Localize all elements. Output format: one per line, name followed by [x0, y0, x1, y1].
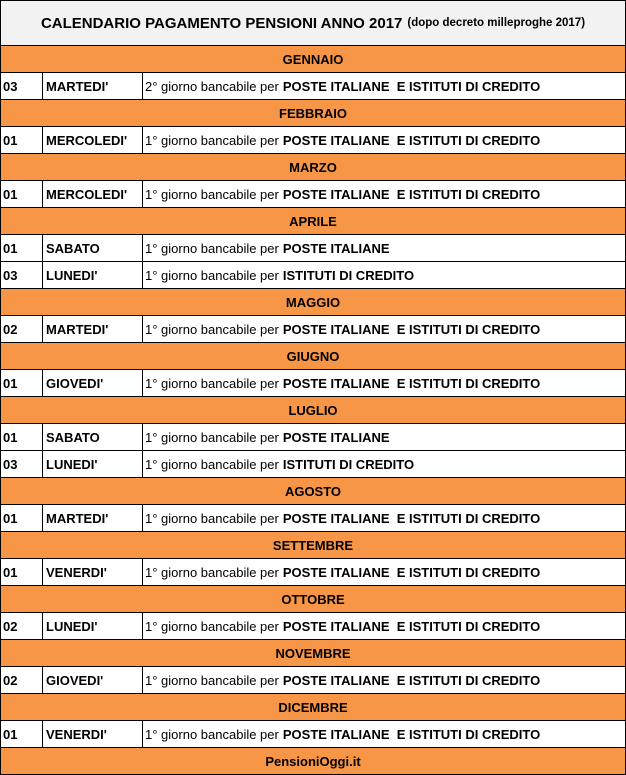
weekday-cell: MERCOLEDI': [43, 127, 143, 153]
payment-row: [1, 262, 625, 289]
description-recipient: POSTE ITALIANE E ISTITUTI DI CREDITO: [282, 618, 541, 634]
payment-row: [1, 559, 625, 586]
description-cell: [143, 127, 625, 153]
day-cell: 01: [1, 505, 43, 531]
description-cell: [143, 667, 625, 693]
month-header: MAGGIO: [1, 289, 625, 316]
description-lead: 1° giorno bancabile per: [145, 672, 279, 688]
description-lead: 1° giorno bancabile per: [145, 321, 279, 337]
description-lead: 1° giorno bancabile per: [145, 510, 279, 526]
description-recipient: POSTE ITALIANE E ISTITUTI DI CREDITO: [282, 186, 541, 202]
description-lead: 1° giorno bancabile per: [145, 618, 279, 634]
month-header: OTTOBRE: [1, 586, 625, 613]
description-lead: 1° giorno bancabile per: [145, 186, 279, 202]
day-cell: 02: [1, 316, 43, 342]
month-header: MARZO: [1, 154, 625, 181]
description-cell: [143, 181, 625, 207]
day-cell: 01: [1, 559, 43, 585]
description-cell: [143, 451, 625, 477]
weekday-cell: SABATO: [43, 235, 143, 261]
description-cell: [143, 73, 625, 99]
description-recipient: POSTE ITALIANE: [282, 429, 390, 445]
payment-row: [1, 721, 625, 748]
footer-source: PensioniOggi.it: [1, 748, 625, 775]
weekday-cell: LUNEDI': [43, 451, 143, 477]
description-lead: 1° giorno bancabile per: [145, 564, 279, 580]
description-lead: 1° giorno bancabile per: [145, 429, 279, 445]
description-recipient: ISTITUTI DI CREDITO: [282, 267, 415, 283]
day-cell: 01: [1, 721, 43, 747]
month-header: DICEMBRE: [1, 694, 625, 721]
description-recipient: POSTE ITALIANE E ISTITUTI DI CREDITO: [282, 132, 541, 148]
payment-row: [1, 505, 625, 532]
weekday-cell: VENERDI': [43, 721, 143, 747]
description-recipient: POSTE ITALIANE E ISTITUTI DI CREDITO: [282, 78, 541, 94]
payment-row: [1, 424, 625, 451]
description-recipient: POSTE ITALIANE E ISTITUTI DI CREDITO: [282, 672, 541, 688]
description-lead: 1° giorno bancabile per: [145, 726, 279, 742]
description-cell: [143, 559, 625, 585]
description-cell: [143, 370, 625, 396]
payment-row: [1, 316, 625, 343]
day-cell: 02: [1, 667, 43, 693]
payment-row: [1, 667, 625, 694]
description-lead: 2° giorno bancabile per: [145, 78, 279, 94]
month-header: GIUGNO: [1, 343, 625, 370]
description-cell: [143, 262, 625, 288]
description-lead: 1° giorno bancabile per: [145, 240, 279, 256]
weekday-cell: MARTEDI': [43, 505, 143, 531]
weekday-cell: VENERDI': [43, 559, 143, 585]
description-lead: 1° giorno bancabile per: [145, 375, 279, 391]
weekday-cell: GIOVEDI': [43, 667, 143, 693]
description-recipient: POSTE ITALIANE E ISTITUTI DI CREDITO: [282, 564, 541, 580]
description-recipient: POSTE ITALIANE E ISTITUTI DI CREDITO: [282, 375, 541, 391]
payment-row: [1, 613, 625, 640]
description-recipient: POSTE ITALIANE: [282, 240, 390, 256]
description-recipient: POSTE ITALIANE E ISTITUTI DI CREDITO: [282, 321, 541, 337]
weekday-cell: LUNEDI': [43, 262, 143, 288]
description-cell: [143, 721, 625, 747]
description-recipient: POSTE ITALIANE E ISTITUTI DI CREDITO: [282, 510, 541, 526]
day-cell: 03: [1, 451, 43, 477]
payment-row: [1, 235, 625, 262]
month-header: LUGLIO: [1, 397, 625, 424]
description-lead: 1° giorno bancabile per: [145, 456, 279, 472]
month-header: SETTEMBRE: [1, 532, 625, 559]
payment-row: [1, 451, 625, 478]
day-cell: 02: [1, 613, 43, 639]
day-cell: 03: [1, 73, 43, 99]
payment-row: [1, 73, 625, 100]
month-header: GENNAIO: [1, 46, 625, 73]
description-cell: [143, 316, 625, 342]
weekday-cell: MARTEDI': [43, 316, 143, 342]
month-header: AGOSTO: [1, 478, 625, 505]
day-cell: 01: [1, 127, 43, 153]
payment-row: [1, 127, 625, 154]
weekday-cell: MARTEDI': [43, 73, 143, 99]
title-subtitle: (dopo decreto milleproghe 2017): [407, 17, 586, 29]
calendar-body: [1, 46, 625, 748]
month-header: APRILE: [1, 208, 625, 235]
month-header: FEBBRAIO: [1, 100, 625, 127]
description-cell: [143, 235, 625, 261]
day-cell: 01: [1, 370, 43, 396]
title-main: CALENDARIO PAGAMENTO PENSIONI ANNO 2017: [40, 14, 403, 32]
description-lead: 1° giorno bancabile per: [145, 132, 279, 148]
description-cell: [143, 424, 625, 450]
day-cell: 01: [1, 181, 43, 207]
payment-row: [1, 370, 625, 397]
day-cell: 01: [1, 235, 43, 261]
description-lead: 1° giorno bancabile per: [145, 267, 279, 283]
description-cell: [143, 505, 625, 531]
description-recipient: POSTE ITALIANE E ISTITUTI DI CREDITO: [282, 726, 541, 742]
table-title: [1, 1, 625, 46]
month-header: NOVEMBRE: [1, 640, 625, 667]
description-recipient: ISTITUTI DI CREDITO: [282, 456, 415, 472]
day-cell: 01: [1, 424, 43, 450]
weekday-cell: MERCOLEDI': [43, 181, 143, 207]
description-cell: [143, 613, 625, 639]
weekday-cell: GIOVEDI': [43, 370, 143, 396]
payment-row: [1, 181, 625, 208]
weekday-cell: SABATO: [43, 424, 143, 450]
weekday-cell: LUNEDI': [43, 613, 143, 639]
day-cell: 03: [1, 262, 43, 288]
